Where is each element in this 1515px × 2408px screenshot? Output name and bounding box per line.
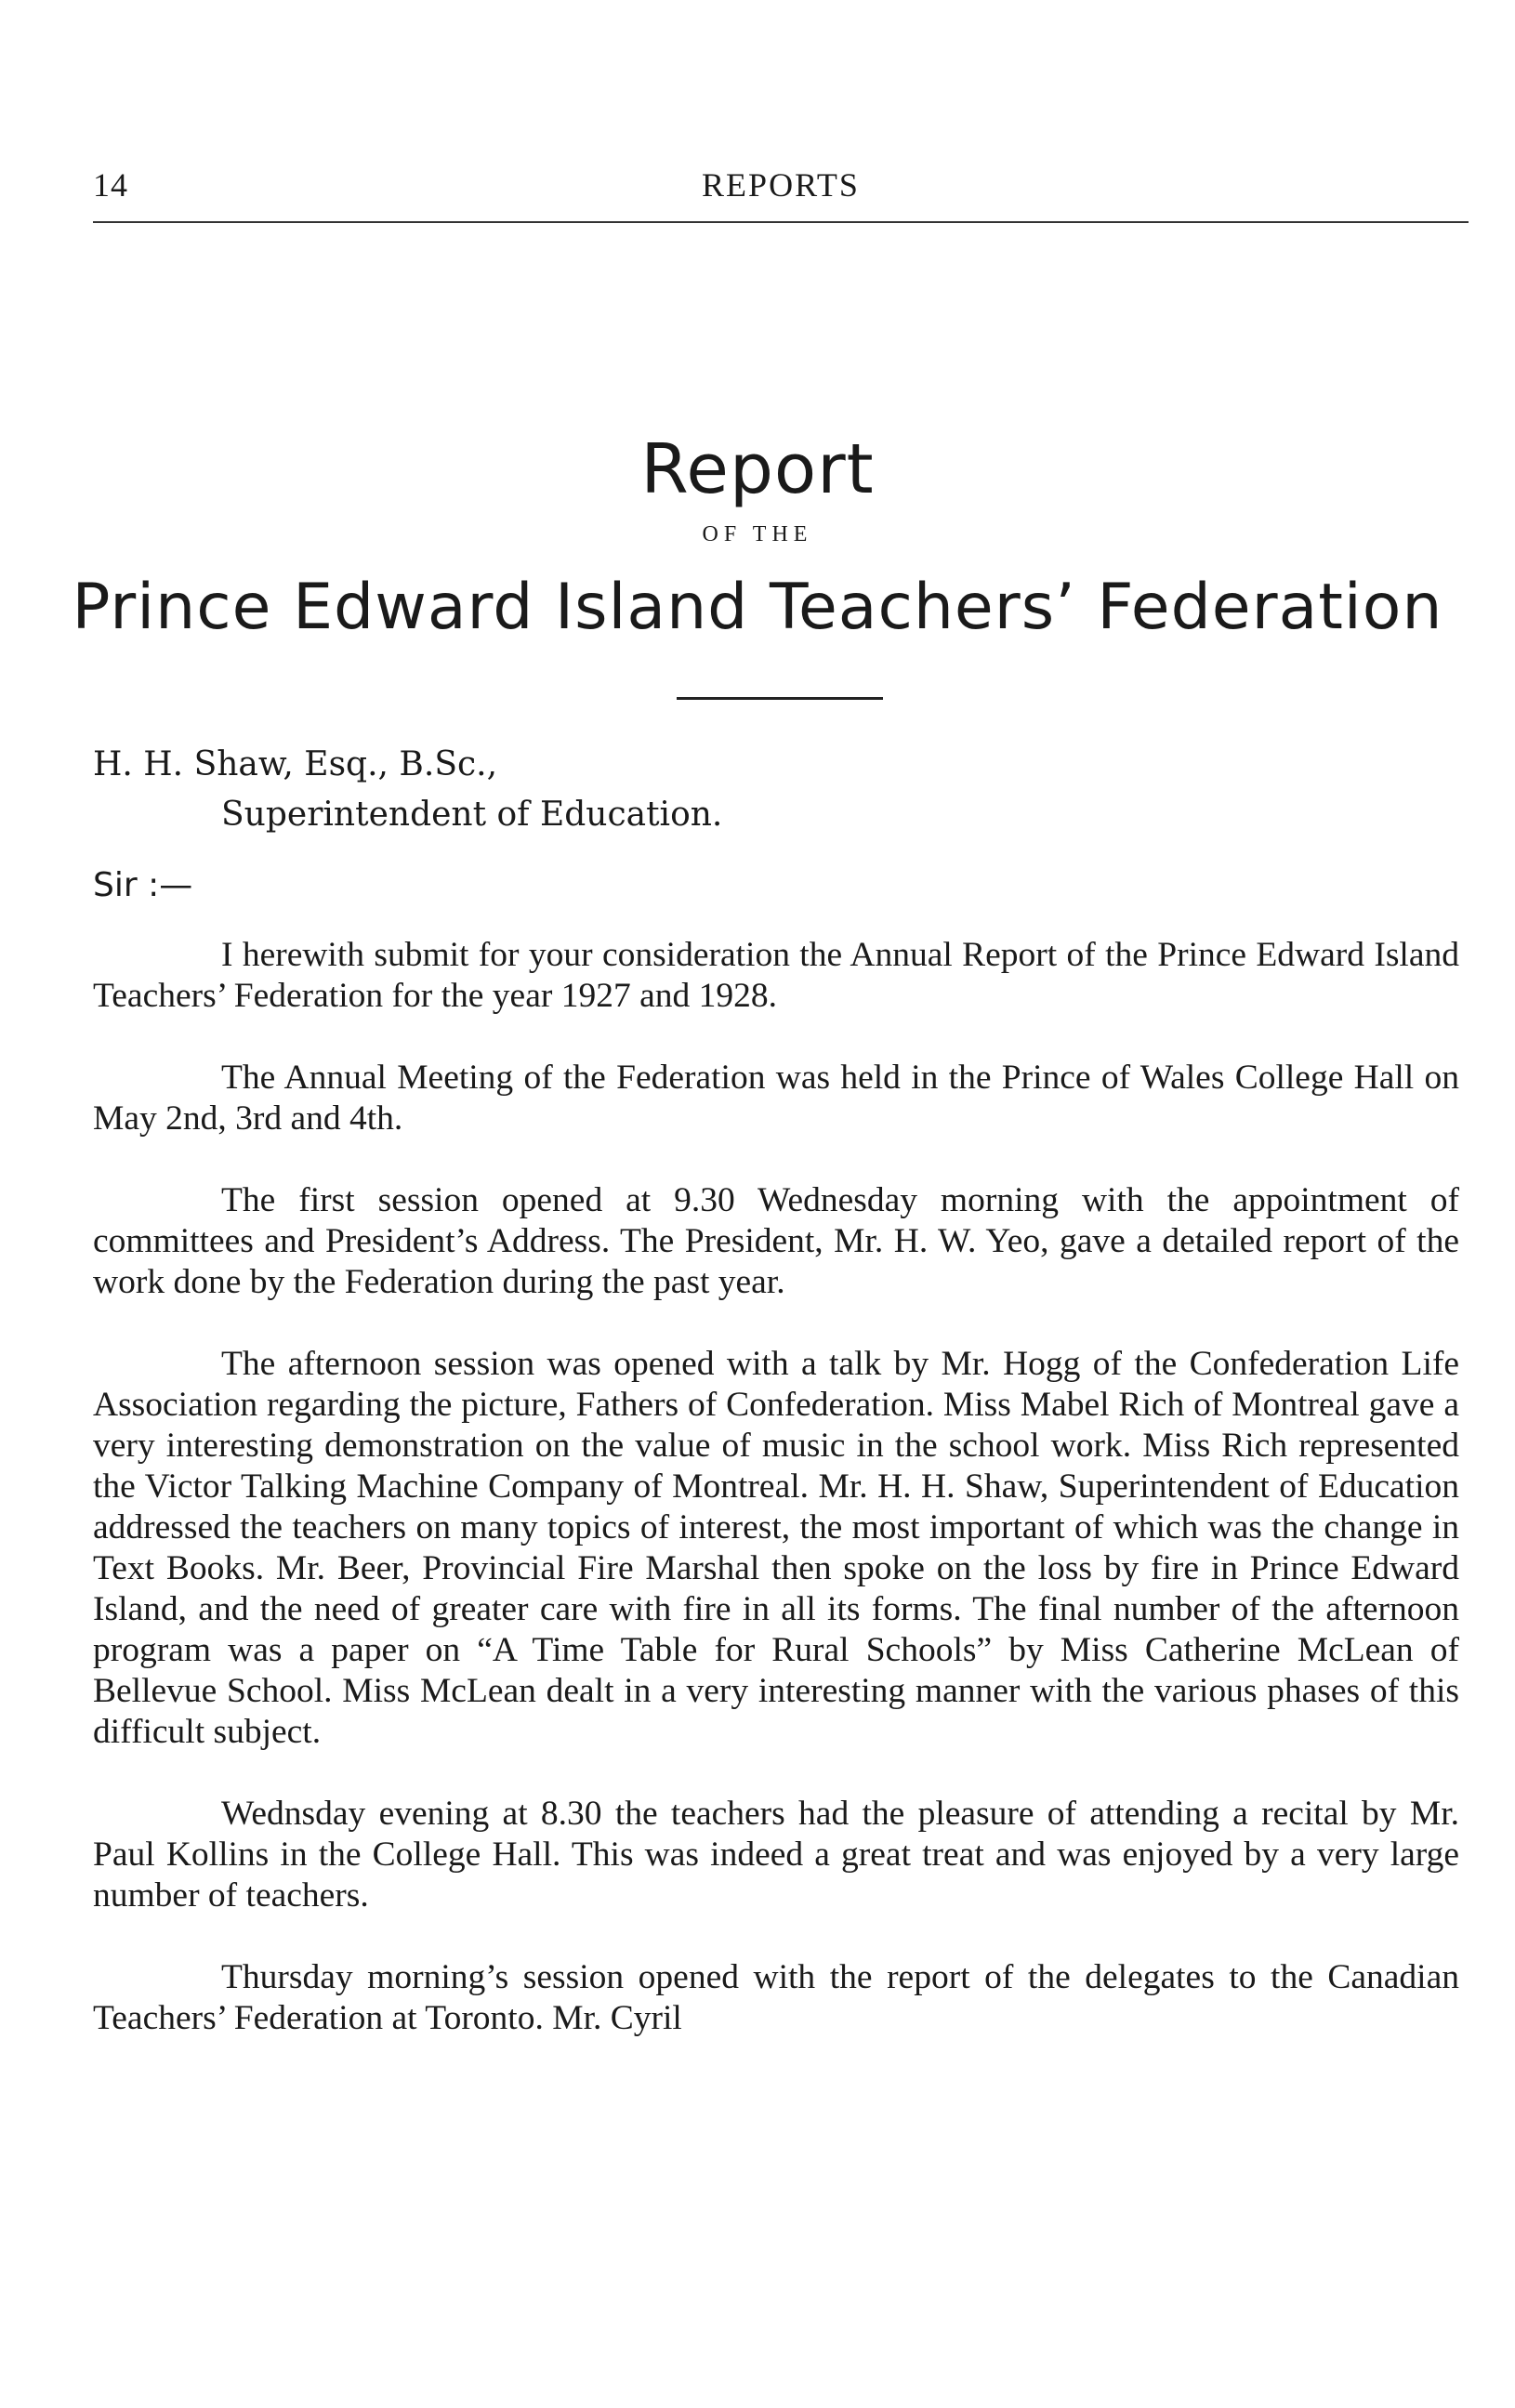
running-header xyxy=(93,165,1469,212)
title-organization: Prince Edward Island Teachers’ Federation xyxy=(72,571,1443,644)
title-report: Report xyxy=(640,429,875,509)
paragraph: Wednsday evening at 8.30 the teachers had the pleasure of attending a recital by Mr. Paul Kollins in the College Hall. This was indeed a great treat and was enjoyed by a very large number of teachers. xyxy=(93,1795,1459,1915)
addressee-position: Superintendent of Education. xyxy=(221,796,723,834)
paragraph: The afternoon session was opened with a talk by Mr. Hogg of the Confederation Life Association regarding the picture, Fathers of Confederation. Miss Mabel Rich of Montreal gave a very interesting demonstration on the value of music in the school work. Miss Rich represented the Victor Talking Machine Company of Montreal. Mr. H. H. Shaw, Superintendent of Education addressed the teachers on many topics of interest, the most important of which was the change in Text Books. Mr. Beer, Provincial Fire Marshal then spoke on the loss by fire in Prince Edward Island, and the need of greater care with fire in all its forms. The final number of the afternoon program was a paper on “A Time Table for Rural Schools” by Miss Catherine McLean of Bellevue School. Miss McLean dealt in a very interesting manner with the various phases of this difficult subject. xyxy=(93,1345,1459,1751)
report-body xyxy=(93,935,1459,2039)
header-rule xyxy=(93,221,1469,223)
title-of-the: OF THE xyxy=(702,522,813,546)
paragraph: The first session opened at 9.30 Wednesday morning with the appointment of committees and President’s Address. The President, Mr. H. W. Yeo, gave a detailed report of the work done by the Federation during the past year. xyxy=(93,1181,1459,1301)
paragraph: Thursday morning’s session opened with the report of the delegates to the Canadian Teachers’ Federation at Toronto. Mr. Cyril xyxy=(93,1958,1459,2037)
page-number: 14 xyxy=(93,166,128,204)
running-title: REPORTS xyxy=(702,166,860,204)
paragraph: I herewith submit for your consideration the Annual Report of the Prince Edward Island Teachers’ Federation for the year 1927 and 1928. xyxy=(93,936,1459,1015)
addressee-name: H. H. Shaw, Esq., B.Sc., xyxy=(93,745,498,783)
title-divider xyxy=(677,697,883,700)
paragraph: The Annual Meeting of the Federation was held in the Prince of Wales College Hall on May 2nd, 3rd and 4th. xyxy=(93,1059,1459,1138)
salutation: Sir :— xyxy=(93,866,193,904)
